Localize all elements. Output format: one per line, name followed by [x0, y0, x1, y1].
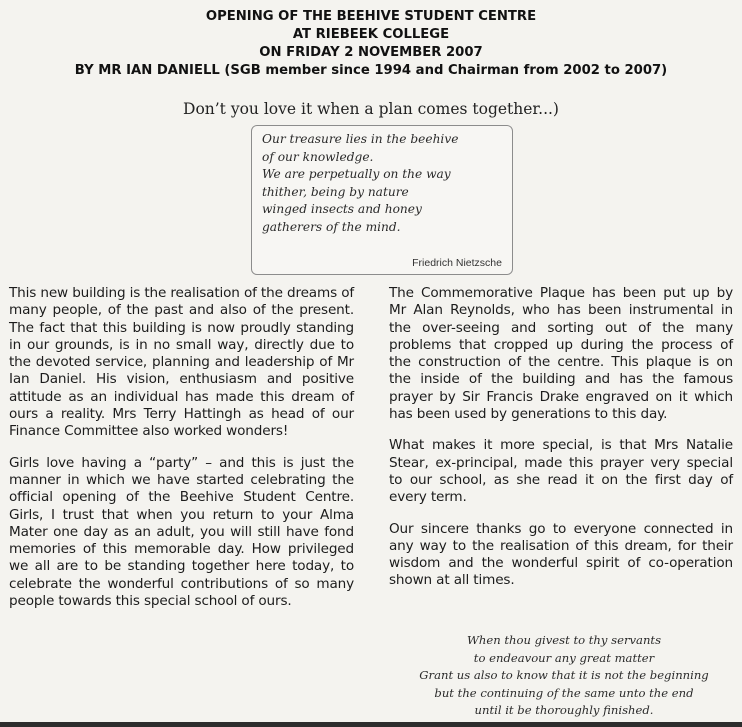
left-paragraph-1: This new building is the realisation of the dreams of many people, of the past and also of the present. The fact that this building is now proudly standing in our grounds, is in no small way, directly due to the devoted service, planning and leadership of Mr Ian Daniel. His vision, enthusiasm and positive attitude as an individual has made this dream of ours a reality. Mrs Terry Hattingh as head of our Finance Committee also worked wonders! [9, 285, 354, 440]
right-paragraph-2: What makes it more special, is that Mrs Natalie Stear, ex-principal, made this prayer very special to our school, as she read it on the first day of every term. [389, 437, 733, 506]
right-column [389, 285, 733, 604]
quote-text: Our treasure lies in the beehive of our knowledge. We are perpetually on the way thither, being by nature winged insects and honey gatherers of the mind. [262, 132, 459, 234]
right-paragraph-3: Our sincere thanks go to everyone connected in any way to the realisation of this dream, for their wisdom and the wonderful spirit of co-operation shown at all times. [389, 520, 733, 589]
quote-author: Friedrich Nietzsche [412, 257, 502, 269]
bottom-border [0, 722, 742, 727]
heading-title: OPENING OF THE BEEHIVE STUDENT CENTRE [205, 9, 537, 24]
tagline: Don’t you love it when a plan comes together...) [183, 100, 559, 118]
prayer-text: When thou givest to thy servants to endeavour any great matter Grant us also to know that it is not the beginning but the continuing of the same unto the end until it be thoroughly finished. [419, 633, 709, 717]
heading-location: AT RIEBEEK COLLEGE [292, 27, 450, 42]
right-paragraph-1: The Commemorative Plaque has been put up by Mr Alan Reynolds, who has been instrumental in the over-seeing and sorting out of the many problems that cropped up during the process of the construction of the centre. This plaque is on the inside of the building and has the famous prayer by Sir Francis Drake engraved on it which has been used by generations to this day. [389, 285, 733, 423]
left-paragraph-2: Girls love having a “party” – and this is just the manner in which we have started celebrating the official opening of the Beehive Student Centre. Girls, I trust that when you return to your Alma Mater one day as an adult, you will still have fond memories of this memorable day. How privileged we all are to be standing together here today, to celebrate the wonderful contributions of so many people towards this special school of ours. [9, 454, 354, 610]
left-column [9, 285, 354, 624]
quote-box [251, 125, 513, 275]
heading-date: ON FRIDAY 2 NOVEMBER 2007 [259, 45, 483, 60]
heading-byline: BY MR IAN DANIELL (SGB member since 1994 and Chairman from 2002 to 2007) [74, 63, 668, 78]
